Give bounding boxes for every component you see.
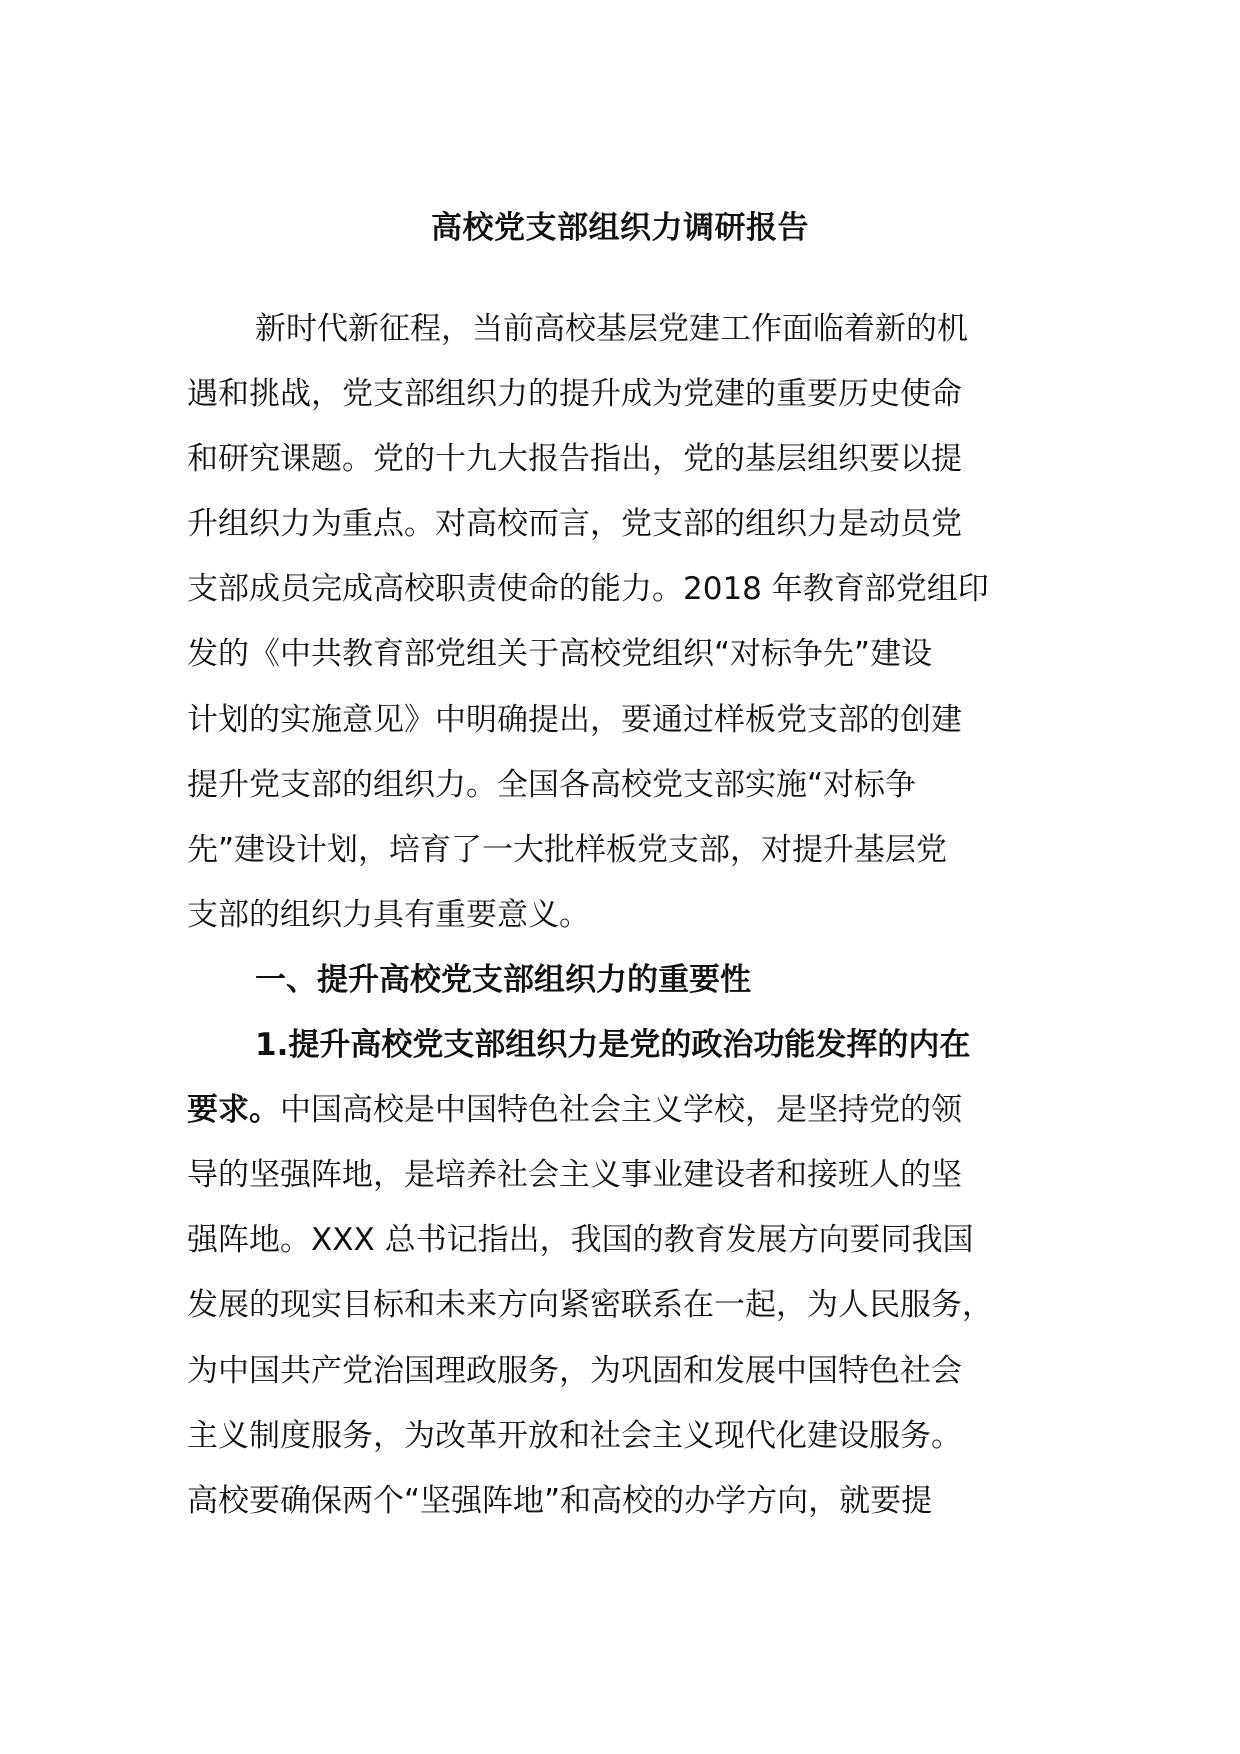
paragraph-line: 为中国共产党治国理政服务，为巩固和发展中国特色社会 [187, 1352, 962, 1389]
paragraph-line: 发展的现实目标和未来方向紧密联系在一起，为人民服务， [187, 1287, 993, 1324]
section-heading: 一、提升高校党支部组织力的重要性 [255, 961, 751, 998]
subsection-heading-tail: 要求。 [187, 1092, 280, 1129]
paragraph-line: 发的《中共教育部党组关于高校党组织“对标争先”建设 [187, 636, 933, 673]
paragraph-line: 主义制度服务，为改革开放和社会主义现代化建设服务。 [187, 1417, 962, 1454]
document-body [187, 297, 1057, 1534]
paragraph-line: 提升党支部的组织力。全国各高校党支部实施“对标争 [187, 766, 917, 803]
paragraph-line: 支部的组织力具有重要意义。 [187, 896, 590, 933]
document-title: 高校党支部组织力调研报告 [431, 210, 809, 246]
paragraph-line: 强阵地。XXX 总书记指出，我国的教育发展方向要同我国 [187, 1222, 974, 1259]
paragraph-line: 升组织力为重点。对高校而言，党支部的组织力是动员党 [187, 506, 962, 543]
paragraph-line: 遇和挑战，党支部组织力的提升成为党建的重要历史使命 [187, 376, 962, 413]
paragraph-line: 高校要确保两个“坚强阵地”和高校的办学方向，就要提 [187, 1482, 933, 1519]
paragraph-line-mixed [187, 1078, 1057, 1143]
paragraph-line: 计划的实施意见》中明确提出，要通过样板党支部的创建 [187, 701, 962, 738]
paragraph-line: 先”建设计划，培育了一大批样板党支部，对提升基层党 [187, 831, 948, 868]
paragraph-line-text: 中国高校是中国特色社会主义学校，是坚持党的领 [280, 1092, 962, 1129]
paragraph-line: 导的坚强阵地，是培养社会主义事业建设者和接班人的坚 [187, 1157, 962, 1194]
paragraph-line: 支部成员完成高校职责使命的能力。2018 年教育部党组印 [187, 571, 989, 608]
paragraph-line: 和研究课题。党的十九大报告指出，党的基层组织要以提 [187, 441, 962, 478]
subsection-heading: 1.提升高校党支部组织力是党的政治功能发挥的内在 [255, 1027, 971, 1064]
paragraph-line: 新时代新征程，当前高校基层党建工作面临着新的机 [255, 311, 968, 347]
